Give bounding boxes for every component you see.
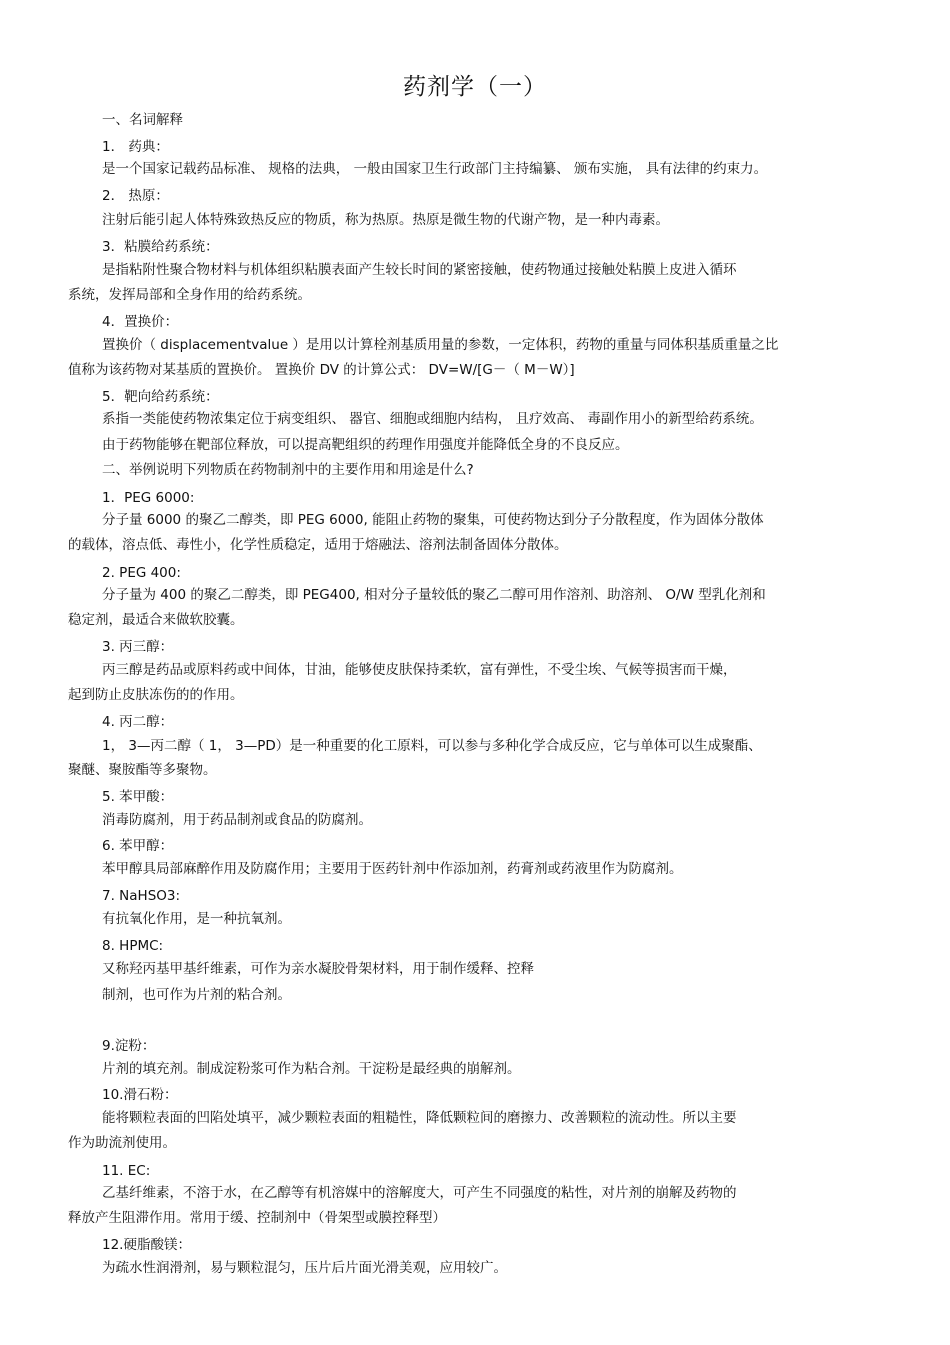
text-line-t5: 5．靶向给药系统： xyxy=(102,389,219,405)
text-line-e2: 2. PEG 400: xyxy=(102,565,181,581)
document-title: 药剂学（一） xyxy=(403,74,547,100)
text-line-t4a: 置换价（ displacementvalue ）是用以计算栓剂基质用量的参数，一定体积，药物的重量与同体积基质重量之比 xyxy=(102,337,779,353)
text-line-e3b: 起到防止皮肤冻伤的的作用。 xyxy=(68,687,244,703)
text-line-t1: 1． 药典： xyxy=(102,139,169,155)
text-line-s2: 二、举例说明下列物质在药物制剂中的主要作用和用途是什么? xyxy=(102,462,474,478)
text-line-e9a: 片剂的填充剂。制成淀粉浆可作为粘合剂。干淀粉是最经典的崩解剂。 xyxy=(102,1061,521,1077)
text-line-e8a: 又称羟丙基甲基纤维素，可作为亲水凝胶骨架材料，用于制作缓释、控释 xyxy=(102,961,534,977)
text-line-e2a: 分子量为 400 的聚乙二醇类，即 PEG400, 相对分子量较低的聚乙二醇可用作溶剂、助溶剂、 O/W 型乳化剂和 xyxy=(102,587,766,603)
text-line-t3a: 是指粘附性聚合物材料与机体组织粘膜表面产生较长时间的紧密接触，使药物通过接触处粘膜上皮进入循环 xyxy=(102,262,737,278)
text-line-t3: 3．粘膜给药系统： xyxy=(102,239,219,255)
text-line-t4b: 值称为该药物对某基质的置换价。 置换价 DV 的计算公式： DV=W/[G－（ M－W）] xyxy=(68,362,575,378)
text-line-e5: 5. 苯甲酸： xyxy=(102,789,174,805)
text-line-e1a: 分子量 6000 的聚乙二醇类，即 PEG 6000, 能阻止药物的聚集，可使药物达到分子分散程度，作为固体分散体 xyxy=(102,512,764,528)
text-line-e7a: 有抗氧化作用，是一种抗氧剂。 xyxy=(102,911,291,927)
text-line-e5a: 消毒防腐剂，用于药品制剂或食品的防腐剂。 xyxy=(102,812,372,828)
text-line-e2b: 稳定剂，最适合来做软胶囊。 xyxy=(68,612,244,628)
text-line-e6: 6. 苯甲醇： xyxy=(102,838,174,854)
text-line-t3b: 系统，发挥局部和全身作用的给药系统。 xyxy=(68,287,311,303)
text-line-e6a: 苯甲醇具局部麻醉作用及防腐作用；主要用于医药针剂中作添加剂，药膏剂或药液里作为防腐剂。 xyxy=(102,861,683,877)
text-line-e11: 11. EC: xyxy=(102,1163,151,1179)
text-line-s1: 一、名词解释 xyxy=(102,112,183,128)
text-line-e7: 7. NaHSO3: xyxy=(102,888,181,904)
text-line-t2: 2． 热原： xyxy=(102,188,169,204)
text-line-e8b: 制剂，也可作为片剂的粘合剂。 xyxy=(102,987,291,1003)
text-line-t5b: 由于药物能够在靶部位释放，可以提高靶组织的药理作用强度并能降低全身的不良反应。 xyxy=(102,437,629,453)
text-line-e3a: 丙三醇是药品或原料药或中间体，甘油，能够使皮肤保持柔软，富有弹性，不受尘埃、气候等损害而干燥， xyxy=(102,662,737,678)
text-line-e12: 12.硬脂酸镁： xyxy=(102,1237,191,1253)
text-line-e11b: 释放产生阻滞作用。常用于缓、控制剂中（骨架型或膜控释型） xyxy=(68,1210,446,1226)
text-line-e10b: 作为助流剂使用。 xyxy=(68,1135,176,1151)
text-line-t1a: 是一个国家记载药品标准、 规格的法典， 一般由国家卫生行政部门主持编纂、 颁布实施， 具有法律的约束力。 xyxy=(102,161,768,177)
text-line-e4a: 1， 3—丙二醇（ 1， 3—PD）是一种重要的化工原料，可以参与多种化学合成反应，它与单体可以生成聚酯、 xyxy=(102,738,762,754)
text-line-e9: 9.淀粉： xyxy=(102,1038,156,1054)
text-line-t4: 4．置换价： xyxy=(102,314,179,330)
text-line-e8: 8. HPMC: xyxy=(102,938,164,954)
text-line-e10a: 能将颗粒表面的凹陷处填平，减少颗粒表面的粗糙性，降低颗粒间的磨擦力、改善颗粒的流动性。所以主要 xyxy=(102,1110,737,1126)
text-line-e11a: 乙基纤维素，不溶于水，在乙醇等有机溶媒中的溶解度大，可产生不同强度的粘性，对片剂的崩解及药物的 xyxy=(102,1185,737,1201)
text-line-e12a: 为疏水性润滑剂，易与颗粒混匀，压片后片面光滑美观，应用较广。 xyxy=(102,1260,507,1276)
text-line-t2a: 注射后能引起人体特殊致热反应的物质，称为热原。热原是微生物的代谢产物，是一种内毒素。 xyxy=(102,212,669,228)
text-line-t5a: 系指一类能使药物浓集定位于病变组织、 器官、细胞或细胞内结构， 且疗效高、 毒副作用小的新型给药系统。 xyxy=(102,411,763,427)
text-line-e1: 1．PEG 6000: xyxy=(102,490,195,506)
text-line-e10: 10.滑石粉： xyxy=(102,1087,178,1103)
text-line-e3: 3. 丙三醇： xyxy=(102,639,174,655)
text-line-e4b: 聚醚、聚胺酯等多聚物。 xyxy=(68,762,217,778)
text-line-e1b: 的载体，溶点低、毒性小，化学性质稳定，适用于熔融法、溶剂法制备固体分散体。 xyxy=(68,537,568,553)
text-line-e4: 4. 丙二醇： xyxy=(102,714,174,730)
